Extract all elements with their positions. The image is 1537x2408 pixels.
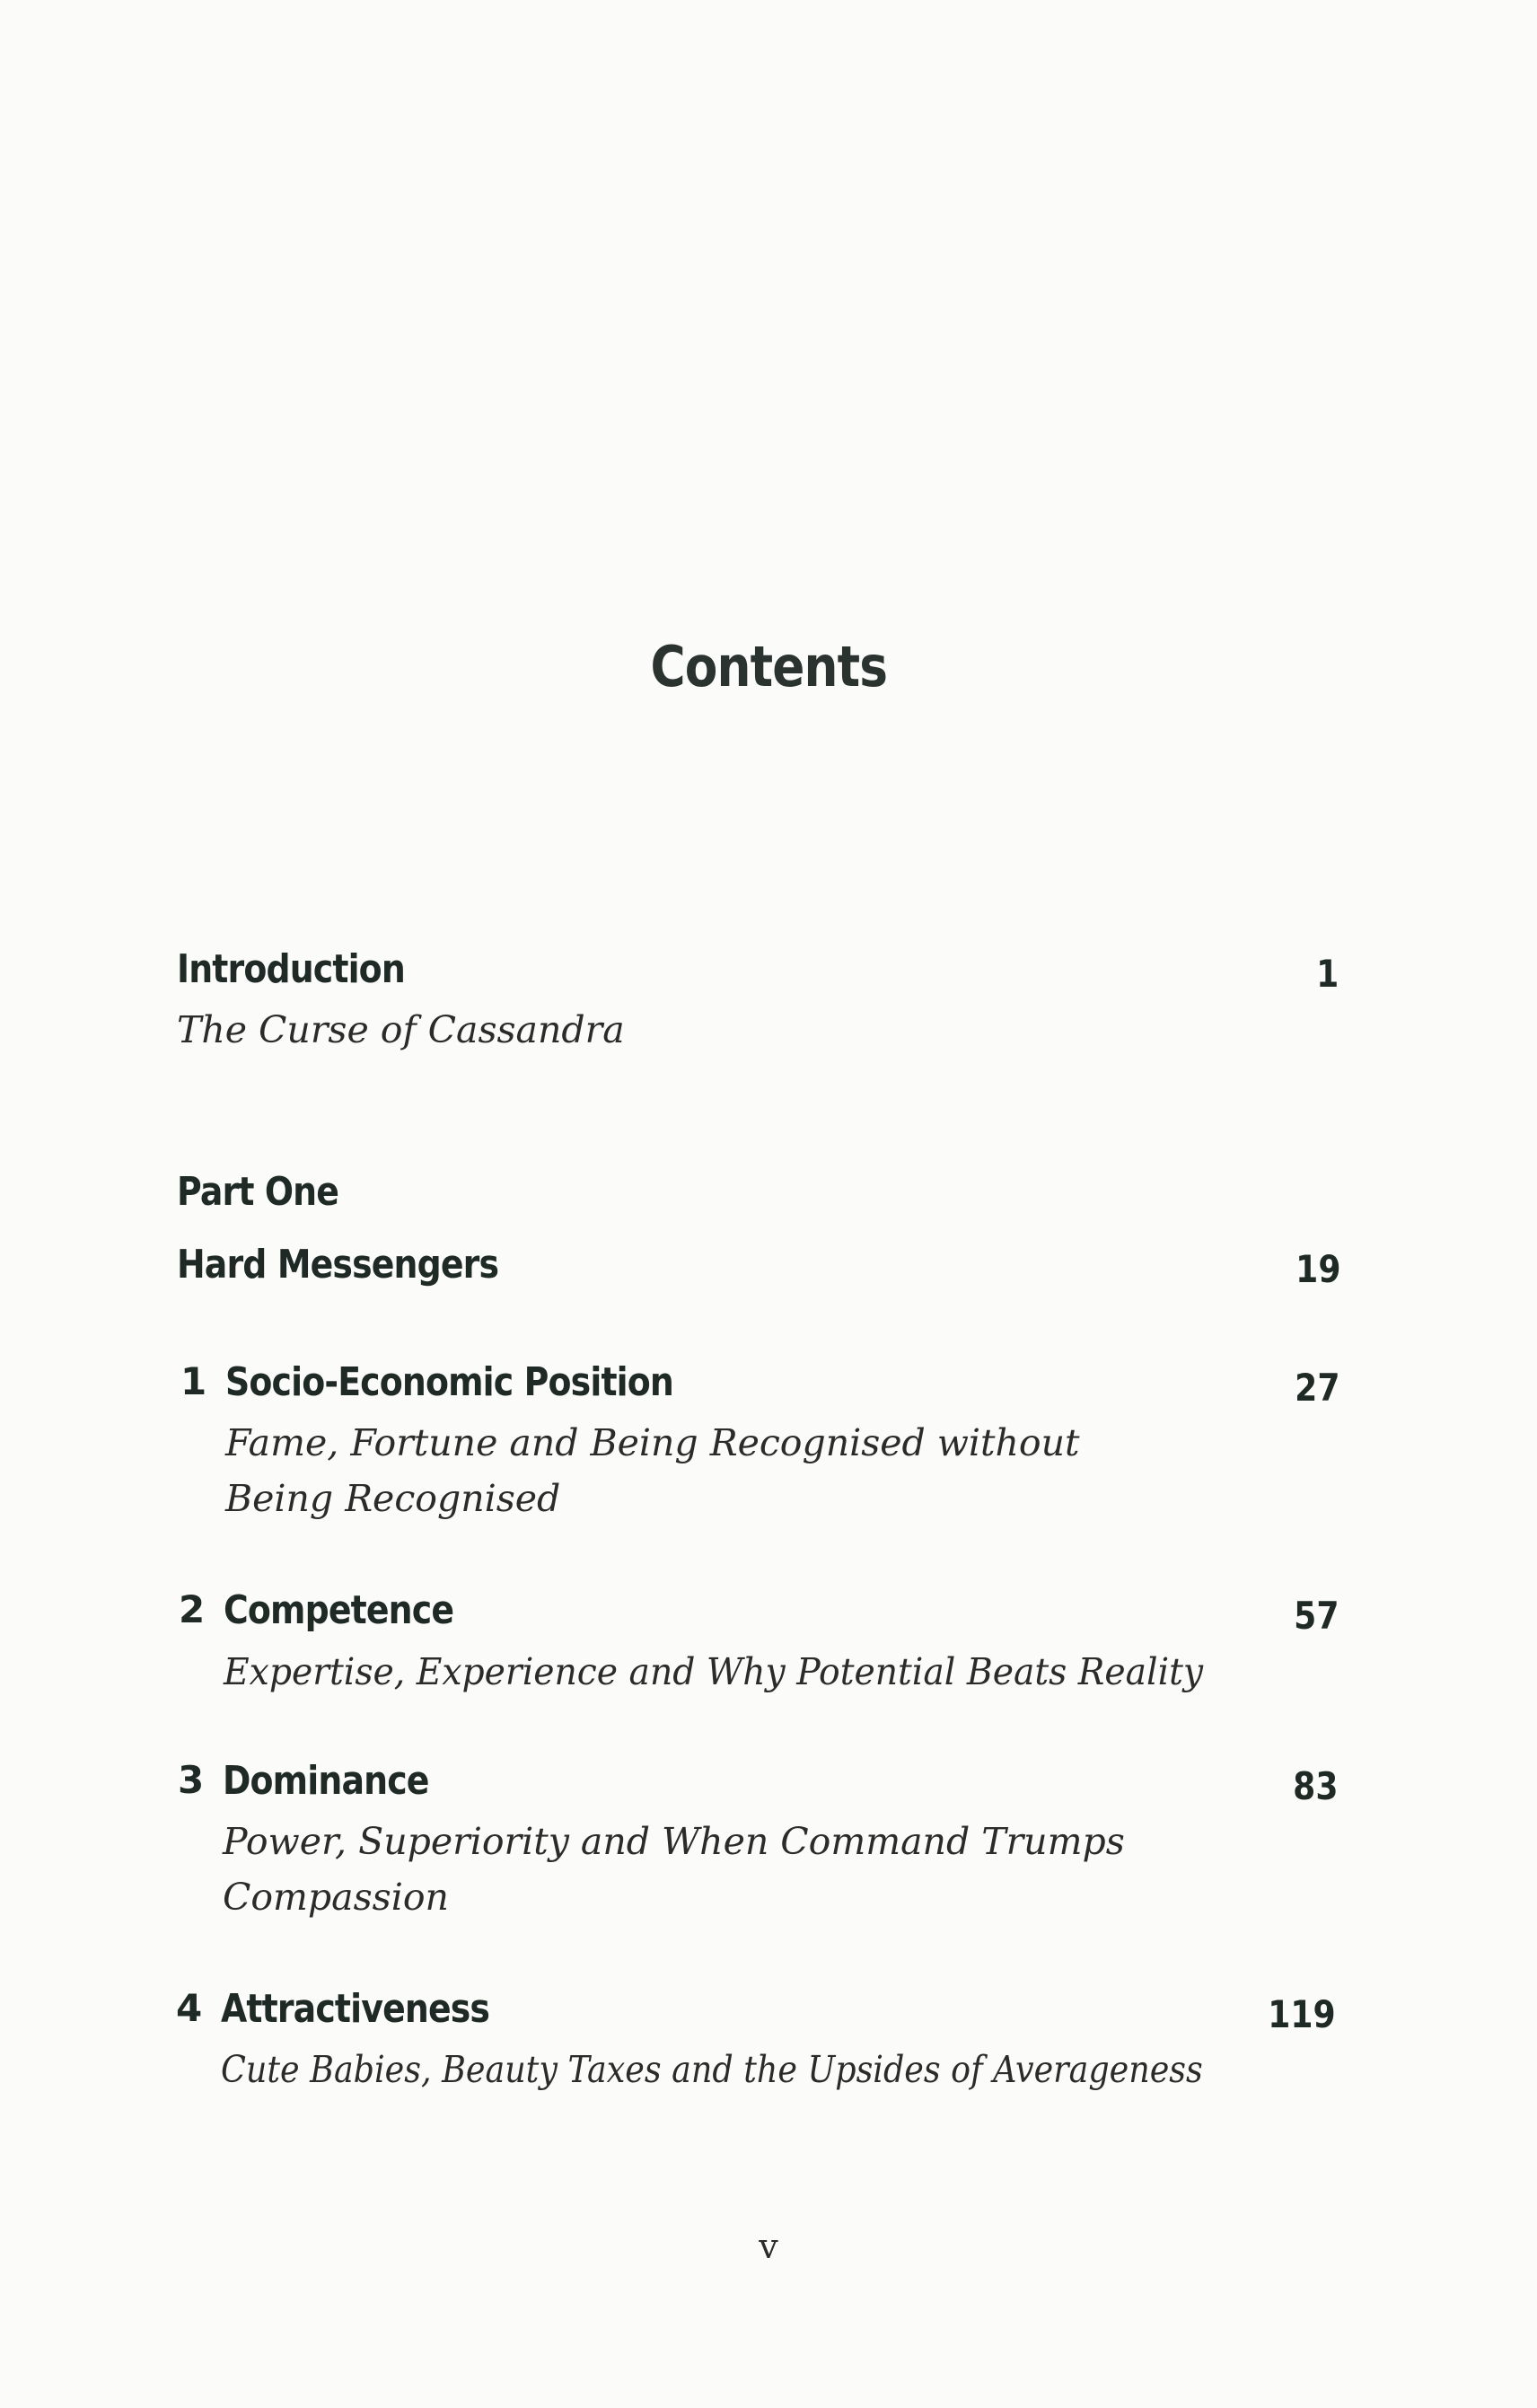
chapter-1-subtitle-line-1: Fame, Fortune and Being Recognised without: [225, 1421, 1080, 1464]
chapter-3-subtitle-line-1: Power, Superiority and When Command Trumps: [223, 1820, 1125, 1863]
chapter-4-subtitle-line-1: Cute Babies, Beauty Taxes and the Upsides of Averageness: [221, 2048, 1203, 2091]
chapter-3-heading: Dominance: [223, 1758, 429, 1804]
chapter-3-subtitle-line-2: Compassion: [223, 1876, 449, 1919]
chapter-3-number: 3: [178, 1758, 205, 1802]
chapter-2-page-number: 57: [1293, 1594, 1339, 1638]
introduction-heading: Introduction: [177, 946, 405, 992]
chapter-4-page-number: 119: [1268, 1992, 1336, 2036]
introduction-page-number: 1: [1315, 952, 1339, 996]
page-title: [0, 634, 1537, 699]
page-title-text: Contents: [650, 634, 887, 699]
chapter-2-subtitle-line-1: Expertise, Experience and Why Potential Beats Reality: [224, 1650, 1204, 1693]
chapter-1-subtitle-line-2: Being Recognised: [225, 1477, 561, 1520]
chapter-4-number: 4: [176, 1986, 203, 2030]
part-one-page-number: 19: [1295, 1247, 1340, 1291]
chapter-2-number: 2: [179, 1587, 206, 1631]
chapter-3-page-number: 83: [1292, 1764, 1338, 1808]
chapter-1-page-number: 27: [1294, 1366, 1339, 1410]
page-folio: v: [759, 2227, 778, 2266]
chapter-4-heading: Attractiveness: [221, 1986, 490, 2032]
part-one-heading: Hard Messengers: [177, 1242, 499, 1287]
chapter-1-heading: Socio-Economic Position: [225, 1359, 674, 1405]
part-one-label: Part One: [177, 1169, 339, 1215]
chapter-2-heading: Competence: [224, 1587, 454, 1633]
chapter-1-number: 1: [180, 1359, 207, 1403]
introduction-subtitle: The Curse of Cassandra: [177, 1008, 625, 1051]
